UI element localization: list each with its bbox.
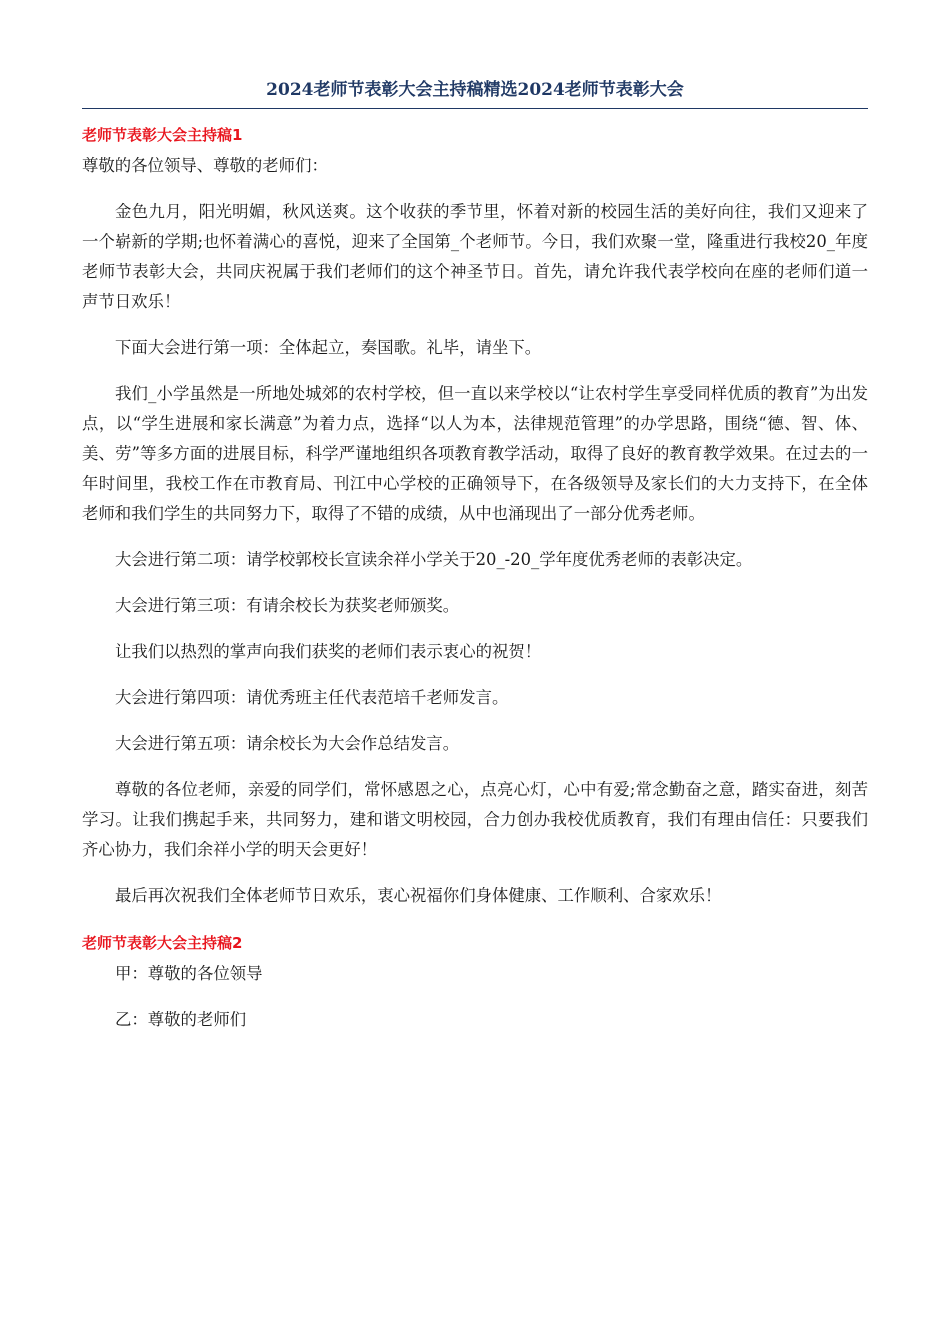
paragraph-school-intro: 我们_小学虽然是一所地处城郊的农村学校，但一直以来学校以“让农村学生享受同样优质的教育”为出发点，以“学生进展和家长满意”为着力点，选择“以人为本，法律规范管理”的办学思路，围绕“德、智、体、美、劳”等多方面的进展目标，科学严谨地组织各项教育教学活动，取得了良好的教育教学效果。在过去的一年时间里，我校工作在市教育局、刊江中心学校的正确领导下，在各级领导及家长们的大力支持下，在全体老师和我们学生的共同努力下，取得了不错的成绩，从中也涌现出了一部分优秀老师。 [82,384,868,523]
paragraph-congrats: 让我们以热烈的掌声向我们获奖的老师们表示衷心的祝贺！ [115,642,542,661]
document-title: 2024老师节表彰大会主持稿精选2024老师节表彰大会 [82,78,868,109]
paragraph-item-5: 大会进行第五项：请余校长为大会作总结发言。 [115,734,460,753]
dialogue-line-jia: 甲：尊敬的各位领导 [115,964,263,983]
paragraph-item-2: 大会进行第二项：请学校郭校长宣读余祥小学关于20_-20_学年度优秀老师的表彰决定。 [115,550,753,569]
paragraph-final-wishes: 最后再次祝我们全体老师节日欢乐，衷心祝福你们身体健康、工作顺利、合家欢乐！ [115,886,722,905]
document-page [82,78,868,1035]
paragraph-item-3: 大会进行第三项：有请余校长为获奖老师颁奖。 [115,596,460,615]
salutation: 尊敬的各位领导、尊敬的老师们： [82,156,328,175]
dialogue-line-yi: 乙：尊敬的老师们 [115,1010,247,1029]
section-heading-1: 老师节表彰大会主持稿1 [82,126,243,144]
paragraph-item-1: 下面大会进行第一项：全体起立，奏国歌。礼毕，请坐下。 [115,338,542,357]
paragraph-opening: 金色九月，阳光明媚，秋风送爽。这个收获的季节里，怀着对新的校园生活的美好向往，我们又迎来了一个崭新的学期;也怀着满心的喜悦，迎来了全国第_个老师节。今日，我们欢聚一堂，隆重进行我校20_年度老师节表彰大会，共同庆祝属于我们老师们的这个神圣节日。首先，请允许我代表学校向在座的老师们道一声节日欢乐！ [82,202,868,311]
paragraph-closing: 尊敬的各位老师，亲爱的同学们，常怀感恩之心，点亮心灯，心中有爱;常念勤奋之意，踏实奋进，刻苦学习。让我们携起手来，共同努力，建和谐文明校园，合力创办我校优质教育，我们有理由信任：只要我们齐心协力，我们余祥小学的明天会更好！ [82,780,868,859]
paragraph-item-4: 大会进行第四项：请优秀班主任代表范培千老师发言。 [115,688,509,707]
section-heading-2: 老师节表彰大会主持稿2 [82,934,243,952]
